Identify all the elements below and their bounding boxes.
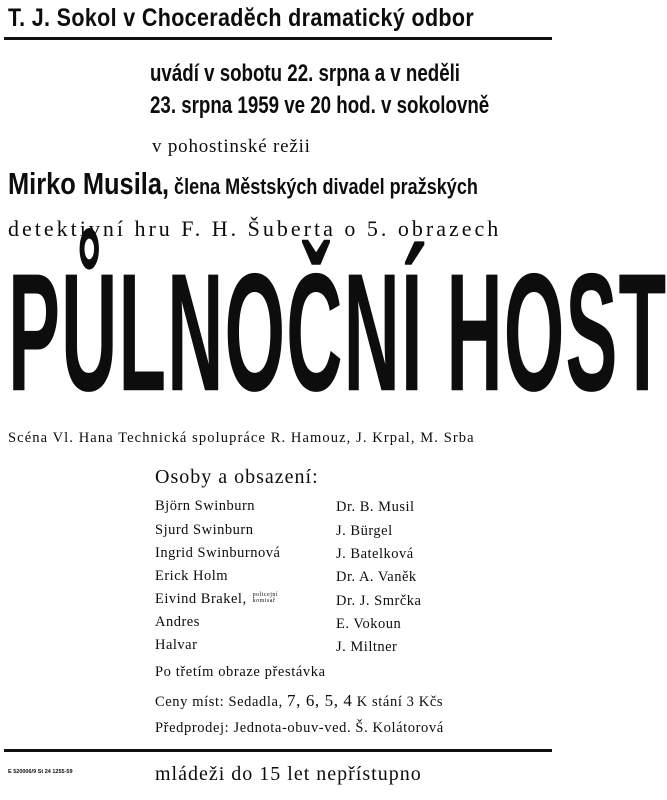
guest-actor-line xyxy=(8,166,478,202)
cast-role-name: Eivind Brakel, xyxy=(155,591,247,607)
cast-role: Björn Swinburn xyxy=(155,498,256,514)
performance-date-line-1: uvádí v sobotu 22. srpna a v neděli xyxy=(150,60,461,87)
cast-actor: E. Vokoun xyxy=(336,616,402,632)
prices-values: 7, 6, 5, 4 xyxy=(287,691,353,710)
cast-actor: J. Bürgel xyxy=(336,523,393,539)
cast-actor: J. Batelková xyxy=(336,546,414,562)
cast-actor: J. Miltner xyxy=(336,639,398,655)
guest-actor-name: Mirko Musila, xyxy=(8,166,170,201)
cast-actor: Dr. A. Vaněk xyxy=(336,569,417,585)
age-restriction-notice: mládeži do 15 let nepřístupno xyxy=(155,763,422,785)
cast-role: Sjurd Swinburn xyxy=(155,522,254,538)
cast-heading: Osoby a obsazení: xyxy=(155,466,319,488)
bottom-divider xyxy=(4,749,552,752)
cast-role-note: policejní komisař xyxy=(252,592,279,604)
guest-actor-affiliation: člena Městských divadel pražských xyxy=(169,174,478,199)
cast-role: Halvar xyxy=(155,637,198,653)
cast-role: Erick Holm xyxy=(155,568,229,584)
cast-role: Andres xyxy=(155,614,200,630)
play-description: detektivní hru F. H. Šuberta o 5. obrazech xyxy=(8,216,502,241)
cast-actor: Dr. J. Smrčka xyxy=(336,593,422,609)
presale-info: Předprodej: Jednota-obuv-ved. Š. Kolátorová xyxy=(155,720,444,736)
production-credits: Scéna Vl. Hana Technická spolupráce R. Hamouz, J. Krpal, M. Srba xyxy=(8,430,475,446)
cast-actor: Dr. B. Musil xyxy=(336,499,415,515)
prices-label: Ceny míst: Sedadla, xyxy=(155,694,283,710)
play-title: PŮLNOČNÍ HOST xyxy=(8,237,667,427)
performance-date-line-2: 23. srpna 1959 ve 20 hod. v sokolovně xyxy=(150,92,490,119)
cast-role: Ingrid Swinburnová xyxy=(155,545,281,561)
prices-standing: K stání 3 Kčs xyxy=(356,694,444,710)
cast-role-with-note xyxy=(155,591,283,608)
organizer-header: T. J. Sokol v Choceradĕch dramatický odbor xyxy=(8,4,475,32)
top-divider xyxy=(4,37,552,40)
print-code: E 520006/9 St 24 1255-59 xyxy=(8,769,73,775)
intermission-note: Po třetím obraze přestávka xyxy=(155,664,326,680)
guest-direction-label: v pohostinské režii xyxy=(152,136,311,157)
ticket-prices xyxy=(155,691,443,711)
